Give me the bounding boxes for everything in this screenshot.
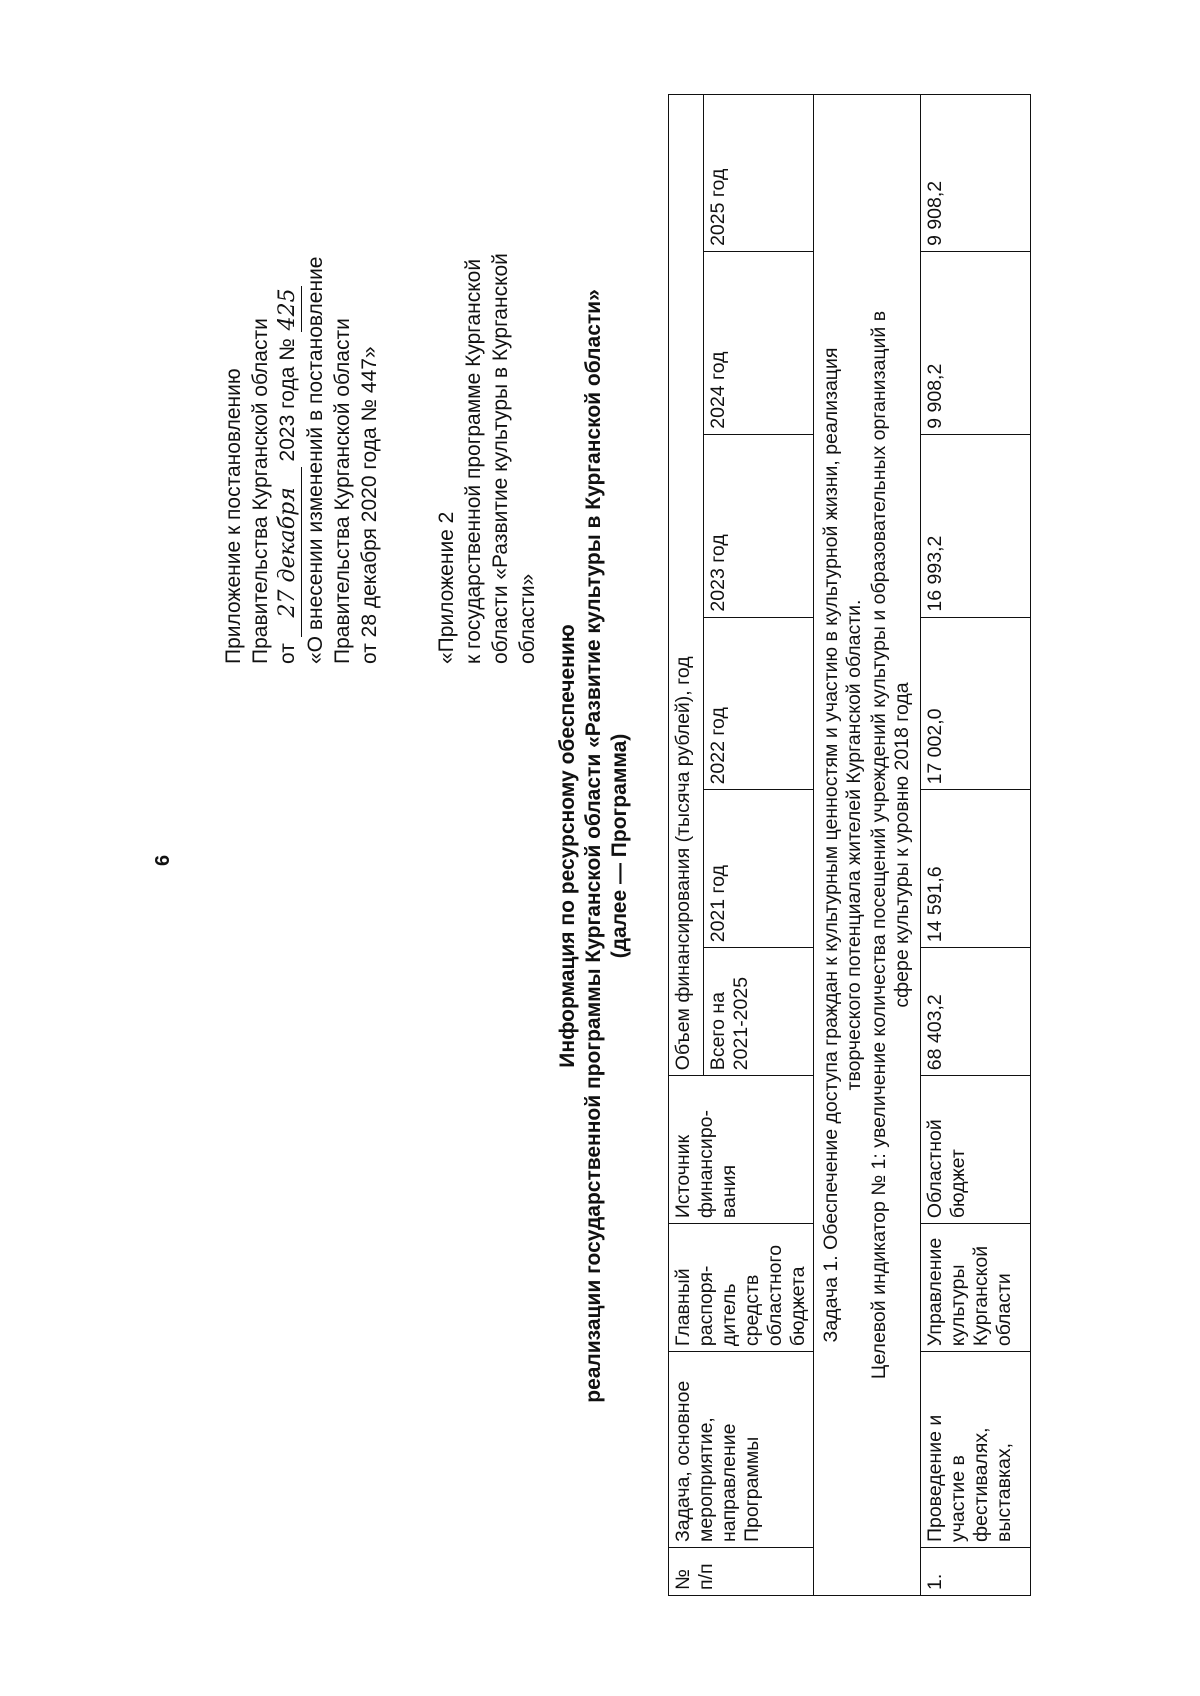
appendix2-line: к государственной программе Курганской [462, 258, 485, 664]
header-task: Задача, основное мероприятие, направление Программы [669, 1352, 814, 1548]
header-row [669, 95, 704, 1596]
header-2021: 2021 год [704, 790, 814, 948]
header-2023: 2023 год [704, 434, 814, 617]
appendix-line: Приложение к постановлению [222, 368, 245, 664]
header-num: № п/п [669, 1548, 814, 1596]
handwritten-number: 425 [275, 288, 300, 331]
row-2025: 9 908,2 [921, 95, 1031, 252]
document-title [555, 146, 633, 1546]
appendix-note [220, 44, 383, 664]
appendix-date-line [274, 44, 302, 664]
date-prefix: от [276, 643, 299, 664]
task-row [814, 95, 868, 1596]
row-2023: 16 993,2 [921, 434, 1031, 617]
header-volume: Объем финансирования (тысяча рублей), год [669, 95, 704, 1076]
resource-table [668, 94, 1031, 1596]
task-line: Задача 1. Обеспечение доступа граждан к культурным ценностям и участию в культурной жизни, реализация [820, 347, 842, 1343]
task-1-text [814, 95, 868, 1596]
title-line: (далее — Программа) [608, 733, 631, 959]
row-manager: Управление культуры Курганской области [921, 1224, 1031, 1352]
title-line: реализации государственной программы Курганской области «Развитие культуры в Курганской области» [582, 289, 605, 1403]
page-number: 6 [152, 854, 174, 866]
row-2024: 9 908,2 [921, 251, 1031, 434]
header-source: Источник финансиро-вания [669, 1076, 814, 1224]
header-2022: 2022 год [704, 617, 814, 790]
header-2025: 2025 год [704, 95, 814, 252]
header-2024: 2024 год [704, 251, 814, 434]
indicator-1-text [867, 95, 921, 1596]
row-source: Областной бюджет [921, 1076, 1031, 1224]
row-2022: 17 002,0 [921, 617, 1031, 790]
row-task: Проведение и участие в фестивалях, выставках, [921, 1352, 1031, 1548]
appendix-line: Правительства Курганской области [331, 318, 354, 664]
table-row [921, 95, 1031, 1596]
appendix2-line: «Приложение 2 [435, 511, 458, 664]
appendix-line: от 28 декабря 2020 года № 447» [358, 346, 381, 664]
row-num: 1. [921, 1548, 1031, 1596]
row-total: 68 403,2 [921, 948, 1031, 1076]
appendix2-line: области «Развитие культуры в Курганской [489, 253, 512, 664]
title-line: Информация по ресурсному обеспечению [556, 624, 579, 1068]
appendix2-line: области» [516, 573, 539, 664]
date-year-label: 2023 года № [276, 338, 299, 462]
indicator-line: Целевой индикатор № 1: увеличение количества посещений учреждений культуры и образовательных организаций в [868, 310, 890, 1380]
appendix-line: Правительства Курганской области [249, 318, 272, 664]
appendix-2-note [433, 44, 541, 664]
handwritten-date: 27 декабря [274, 467, 302, 637]
indicator-row [867, 95, 921, 1596]
indicator-line: сфере культуры к уровню 2018 года [891, 682, 913, 1008]
appendix-line: «О внесении изменений в постановление [304, 256, 327, 664]
header-total: Всего на 2021-2025 [704, 948, 814, 1076]
header-manager: Главный распоря-дитель средств областного бюджета [669, 1224, 814, 1352]
row-2021: 14 591,6 [921, 790, 1031, 948]
task-line: творческого потенциала жителей Курганской области. [843, 599, 865, 1091]
